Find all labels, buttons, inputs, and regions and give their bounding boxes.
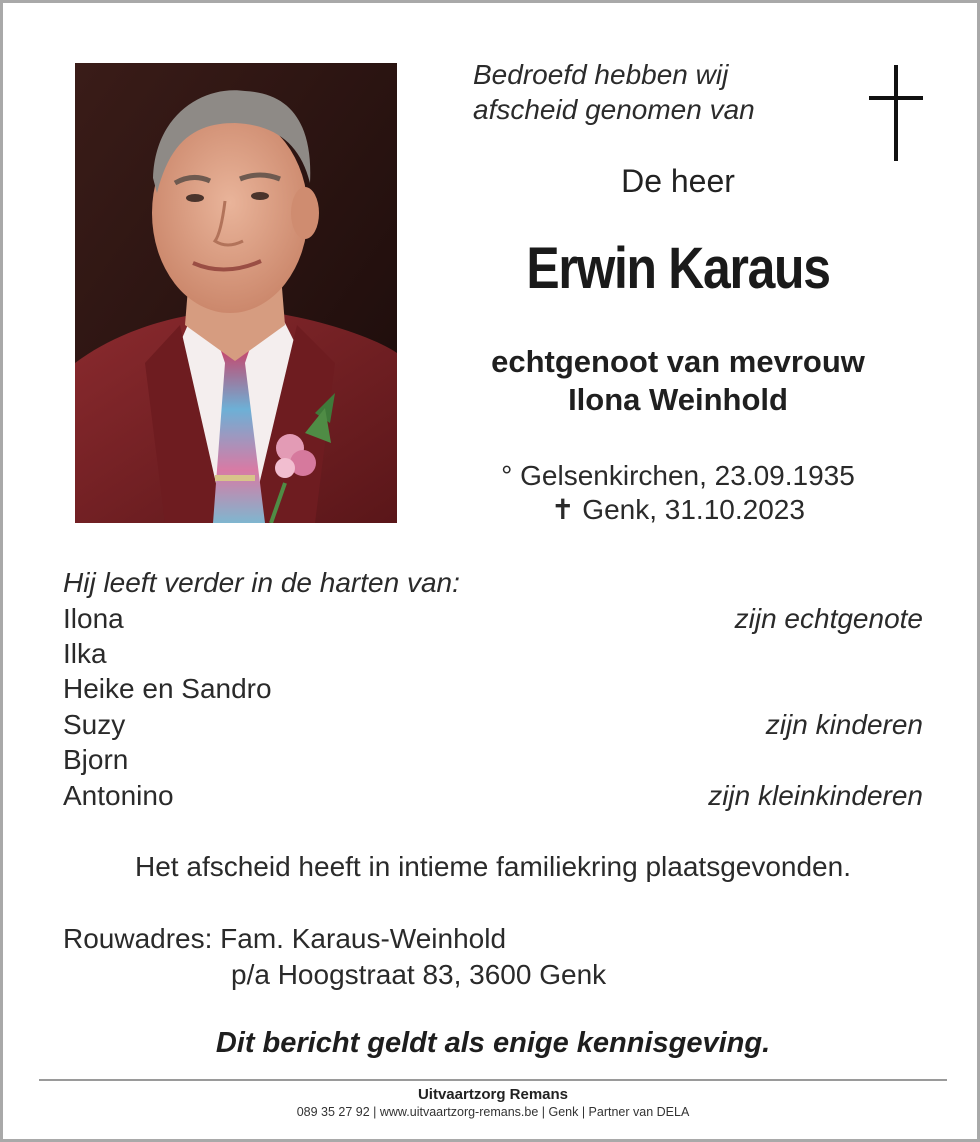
spouse-line-2: Ilona Weinhold (568, 382, 788, 417)
funeral-home-info: 089 35 27 92 | www.uitvaartzorg-remans.be | Genk | Partner van DELA (296, 1105, 690, 1119)
intro-line-1: Bedroefd hebben wij (473, 59, 729, 90)
list-item (63, 778, 923, 813)
mourner-name: Suzy (63, 708, 126, 740)
mourner-name: Ilka (63, 638, 107, 670)
honorific-title: De heer (621, 163, 735, 199)
address-line-1: Rouwadres: Fam. Karaus-Weinhold (63, 923, 507, 954)
mourner-relation: zijn echtgenote (734, 602, 923, 634)
death-date: ✝ Genk, 31.10.2023 (551, 494, 805, 525)
list-item (63, 601, 923, 636)
mourner-relation: zijn kleinkinderen (708, 779, 923, 811)
footer-divider (39, 1079, 947, 1081)
deceased-name: Erwin Karaus (526, 236, 830, 301)
mourner-relation: zijn kinderen (765, 708, 923, 740)
mourners-intro: Hij leeft verder in de harten van: (63, 567, 460, 598)
mourner-name: Ilona (63, 602, 124, 634)
list-item (63, 707, 923, 742)
portrait-photo (75, 63, 397, 523)
intro-line-2: afscheid genomen van (473, 94, 755, 125)
mourners-list (63, 601, 923, 813)
list-item (63, 672, 923, 707)
notice-text: Dit bericht geldt als enige kennisgeving. (215, 1027, 771, 1059)
funeral-home-name: Uitvaartzorg Remans (417, 1086, 569, 1103)
farewell-text: Het afscheid heeft in intieme familiekring plaatsgevonden. (135, 851, 851, 882)
spouse-line-1: echtgenoot van mevrouw (491, 344, 865, 379)
list-item (63, 743, 923, 778)
birth-date: ° Gelsenkirchen, 23.09.1935 (501, 460, 855, 491)
spouse-info (443, 343, 913, 419)
list-item (63, 636, 923, 671)
mourner-name: Bjorn (63, 744, 129, 776)
life-dates (443, 459, 913, 527)
address-line-2: p/a Hoogstraat 83, 3600 Genk (231, 959, 607, 990)
mourner-name: Antonino (63, 779, 174, 811)
intro-text (473, 57, 873, 127)
mourner-name: Heike en Sandro (63, 673, 272, 705)
mourning-address (63, 921, 606, 993)
cross-icon (867, 65, 925, 161)
